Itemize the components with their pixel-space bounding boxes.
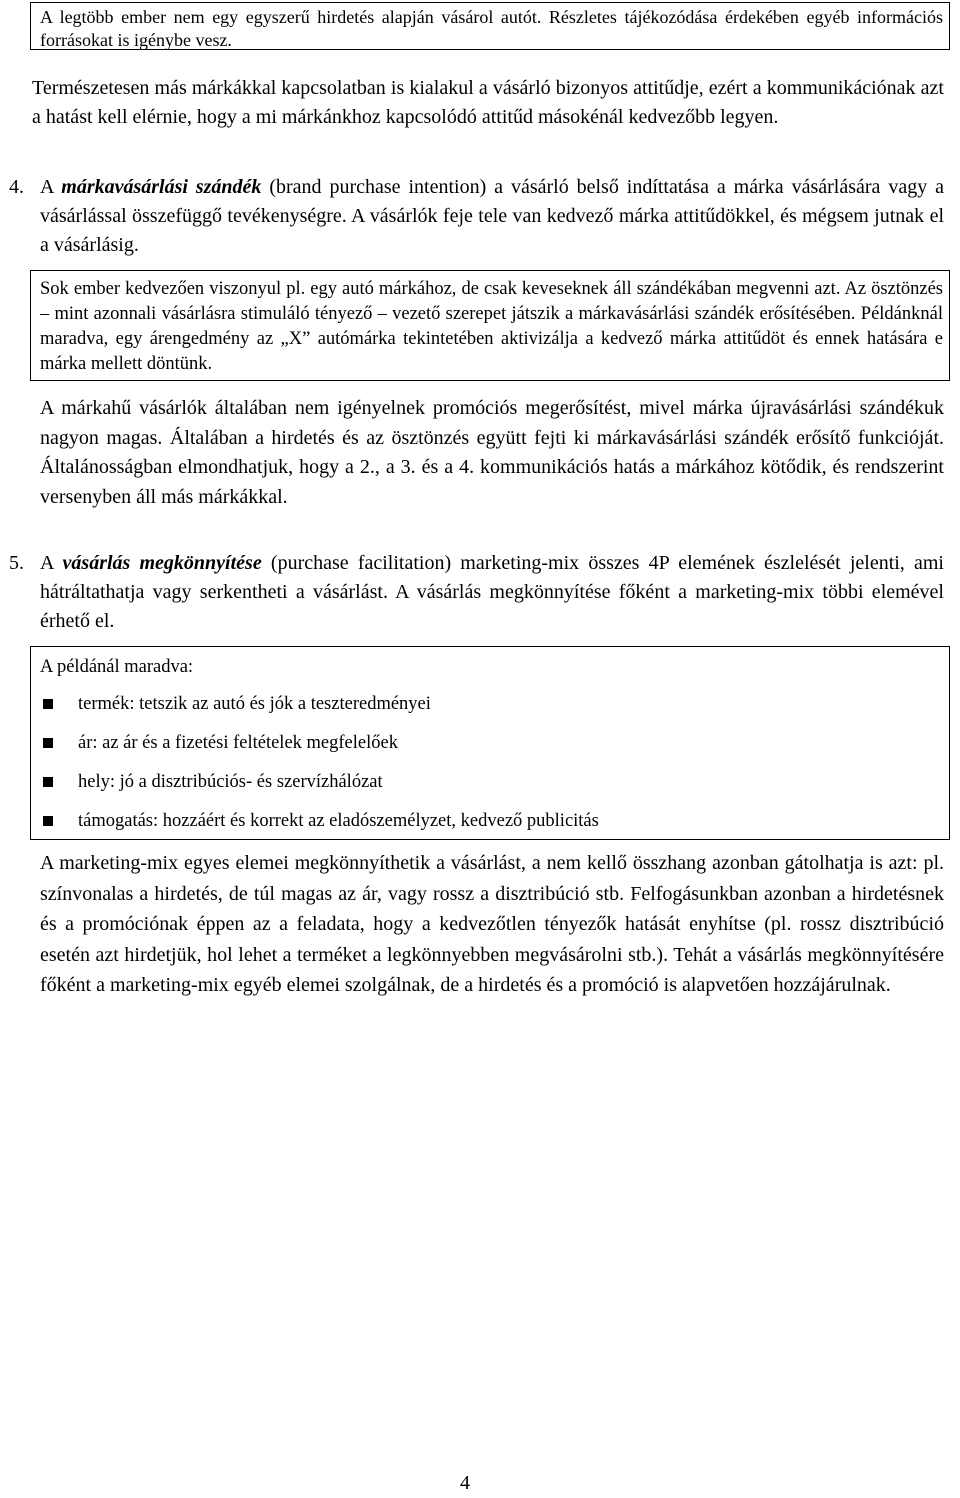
bullet-item [40,692,943,731]
square-bullet-icon [43,816,53,826]
bullet-item-text: hely: jó a disztribúciós- és szervízhálózat [78,772,383,792]
square-bullet-icon [43,777,53,787]
bullet-item-text: ár: az ár és a fizetési feltételek megfelelőek [78,733,398,753]
bullet-item [40,809,943,848]
item-lead: A [40,176,62,198]
example-box-intro: A példánál maradva: [40,657,194,677]
bullet-item-text: termék: tetszik az autó és jók a teszteredményei [78,694,431,714]
bullet-item [40,731,943,770]
paragraph-brand-loyal-buyers: A márkahű vásárlók általában nem igényelnek promóciós megerősítést, mivel márka újravásárlási szándékuk nagyon magas. Általában a hirdetés és az ösztönzés együtt fejti ki márkavásárlási szándék erősítő funkcióját. Általánosságban elmondhatjuk, hogy a 2., a 3. és a 4. kommunikációs hatás a márkához kötődik, és rendszerint versenyben áll más márkákkal. [40,397,944,508]
square-bullet-icon [43,738,53,748]
example-box-marketing-mix [30,646,950,840]
item-rest: (purchase facilitation) marketing-mix összes 4P elemének észlelését jelenti, ami hátráltathatja vagy serkentheti a vásárlást. A vásárlás megkönnyítése főként a marketing-mix többi elemével érhető el. [40,552,944,632]
bullet-item [40,770,943,809]
item-number: 4. [9,176,24,198]
item-body [40,173,944,260]
item-number: 5. [9,552,24,574]
item-term: márkavásárlási szándék [61,176,262,198]
item-lead: A [40,552,63,574]
example-box-information-sources [30,2,950,50]
square-bullet-icon [43,699,53,709]
example-box-purchase-intention [30,270,950,381]
item-term: vásárlás megkönnyítése [62,552,262,574]
bullet-item-text: támogatás: hozzáért és korrekt az eladószemélyzet, kedvező publicitás [78,811,599,831]
item-body [40,549,944,636]
paragraph-attitude-competition: Természetesen más márkákkal kapcsolatban is kialakul a vásárló bizonyos attitűdje, ezért a kommunikációnak azt a hatást kell elérnie, hogy a mi márkánkhoz kapcsolódó attitűd másokénál kedvezőbb legyen. [32,77,944,128]
page-number: 4 [460,1472,470,1494]
paragraph-marketing-mix-elements: A marketing-mix egyes elemei megkönnyíthetik a vásárlást, a nem kellő összhang azonban gátolhatja is azt: pl. színvonalas a hirdetés, de túl magas az ár, vagy rossz a disztribúció stb. Felfogásunkban azonban a hirdetésnek és a promóciónak éppen az a feladata, hogy a kedvezőtlen tényezők hatását enyhítse (pl. rossz disztribúció esetén azt hirdetjük, hol lehet a terméket a legkönnyebben megvásárolni stb.). Tehát a vásárlás megkönnyítésére főként a marketing-mix egyéb elemei szolgálnak, de a hirdetés és a promóció is alapvetően hozzájárulnak. [40,852,944,996]
item-rest: (brand purchase intention) a vásárló belső indíttatása a márka vásárlására vagy a vásárlással összefüggő tevékenységre. A vásárlók feje tele van kedvező márka attitűdökkel, és mégsem jutnak el a vásárlásig. [40,176,944,256]
example-box-text: A legtöbb ember nem egy egyszerű hirdetés alapján vásárol autót. Részletes tájékozódása érdekében egyéb információs forrásokat is igénybe vesz. [40,7,943,50]
bullet-list [40,692,943,848]
example-box-text: Sok ember kedvezően viszonyul pl. egy autó márkához, de csak keveseknek áll szándékában megvenni azt. Az ösztönzés – mint azonnali vásárlásra stimuláló tényező – vezető szerepet játszik a márkavásárlási szándék erősítésében. Példánknál maradva, egy árengedmény az „X” autómárka tekintetében aktivizálja a kedvező márka attitűdöt és ennek hatására e márka mellett döntünk. [40,279,943,374]
